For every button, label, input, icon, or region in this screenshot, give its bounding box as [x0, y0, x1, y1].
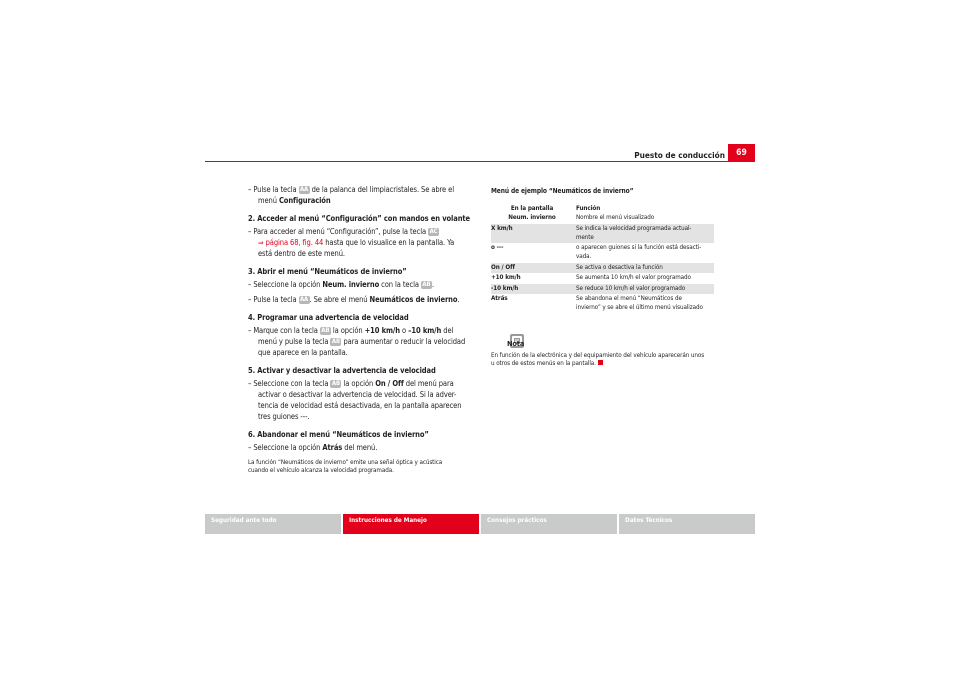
step-heading-3: 3. Abrir el menú “Neumáticos de invierno”	[248, 267, 407, 276]
table-row	[491, 284, 714, 295]
step-line: ⇒ página 68, fig. 44 hasta que lo visualice en la pantalla. Ya	[258, 238, 455, 247]
table-row	[491, 273, 714, 284]
footnote-line: La función “Neumáticos de invierno” emite una señal óptica y acústica	[248, 459, 443, 466]
key-ab-icon: AB	[422, 281, 431, 288]
table-cell: On / Off	[491, 263, 574, 274]
page-reference-link[interactable]: ⇒ página 68, fig. 44	[258, 238, 324, 247]
table-cell: Se activa o desactiva la función	[574, 263, 714, 274]
key-ab-icon: AB	[331, 338, 340, 345]
step-heading-5: 5. Activar y desactivar la advertencia de velocidad	[248, 366, 436, 375]
step-heading-6: 6. Abandonar el menú “Neumáticos de invierno”	[248, 430, 429, 439]
footer-nav	[205, 514, 755, 534]
page-header-title: Puesto de conducción	[634, 150, 725, 160]
footer-tab-instrucciones[interactable]: Instrucciones de Manejo	[343, 514, 479, 534]
table-cell: Se aumenta 10 km/h el valor programado	[576, 274, 691, 282]
table-header-row	[491, 203, 714, 224]
table-row	[491, 263, 714, 274]
menu-table	[491, 203, 714, 314]
key-aa-icon: AA	[299, 296, 309, 303]
table-cell: X km/h	[491, 224, 574, 243]
key-aa-icon: AA	[299, 186, 309, 193]
end-marker-icon	[598, 360, 603, 365]
table-cell: o aparecen guiones si la función está desacti- vada.	[576, 244, 702, 260]
step-line: que aparece en la pantalla.	[258, 348, 348, 357]
table-row	[491, 224, 714, 243]
step-line: tres guiones ---.	[258, 412, 310, 421]
step-line: – Para acceder al menú “Configuración”, pulse la tecla AC	[248, 227, 438, 236]
step-line: tencia de velocidad está desactivada, en la pantalla aparecen	[258, 401, 462, 410]
step-line: – Seleccione con la tecla AB la opción On / Off del menú para	[248, 379, 454, 388]
table-cell: Se reduce 10 km/h el valor programado	[574, 284, 714, 295]
step-line: – Seleccione la opción Neum. invierno con la tecla AB.	[248, 280, 434, 289]
table-cell: o ---	[491, 244, 504, 252]
footer-tab-seguridad[interactable]: Seguridad ante todo	[205, 514, 341, 534]
table-cell: +10 km/h	[491, 274, 521, 282]
step-line: menú Configuración	[258, 196, 331, 205]
step-line: – Pulse la tecla AA de la palanca del limpiacristales. Se abre el	[248, 185, 454, 194]
right-column	[491, 186, 716, 376]
table-cell: Se indica la velocidad programada actual- mente	[574, 224, 714, 243]
table-row	[491, 294, 714, 313]
table-header-cell: Función Nombre el menú visualizado	[576, 205, 655, 221]
key-ab-icon: AB	[331, 380, 340, 387]
footer-tab-datos[interactable]: Datos Técnicos	[619, 514, 755, 534]
step-line: – Seleccione la opción Atrás del menú.	[248, 443, 378, 452]
page-number: 69	[728, 144, 755, 162]
table-header-cell: En la pantalla Neum. invierno	[508, 205, 556, 221]
footnote-line: cuando el vehículo alcanza la velocidad programada.	[248, 467, 394, 474]
key-ab-icon: AB	[321, 327, 330, 334]
step-line: – Pulse la tecla AA. Se abre el menú Neumáticos de invierno.	[248, 295, 460, 304]
table-cell: Atrás	[491, 295, 508, 303]
footer-tab-consejos[interactable]: Consejos prácticos	[481, 514, 617, 534]
header-rule	[205, 161, 755, 162]
step-line: menú y pulse la tecla AB para aumentar o reducir la velocidad	[258, 337, 466, 346]
table-cell: -10 km/h	[491, 284, 574, 295]
note-line: En función de la electrónica y del equipamiento del vehículo aparecerán unos	[491, 352, 705, 359]
table-row	[491, 243, 714, 262]
step-line: – Marque con la tecla AB la opción +10 km/h o –10 km/h del	[248, 326, 454, 335]
key-ac-icon: AC	[429, 228, 438, 235]
note-title: Nota	[507, 339, 525, 348]
left-column	[248, 185, 473, 475]
step-heading-4: 4. Programar una advertencia de velocidad	[248, 313, 409, 322]
table-title: Menú de ejemplo “Neumáticos de invierno”	[491, 187, 634, 195]
step-heading-2: 2. Acceder al menú “Configuración” con mandos en volante	[248, 214, 471, 223]
table-cell: Se abandona el menú “Neumáticos de invierno” y se abre el último menú visualizado	[576, 295, 703, 311]
step-line: activar o desactivar la advertencia de velocidad. Si la adver-	[258, 390, 457, 399]
note-line: u otros de estos menús en la pantalla.	[491, 360, 603, 369]
step-line: está dentro de este menú.	[258, 249, 345, 258]
